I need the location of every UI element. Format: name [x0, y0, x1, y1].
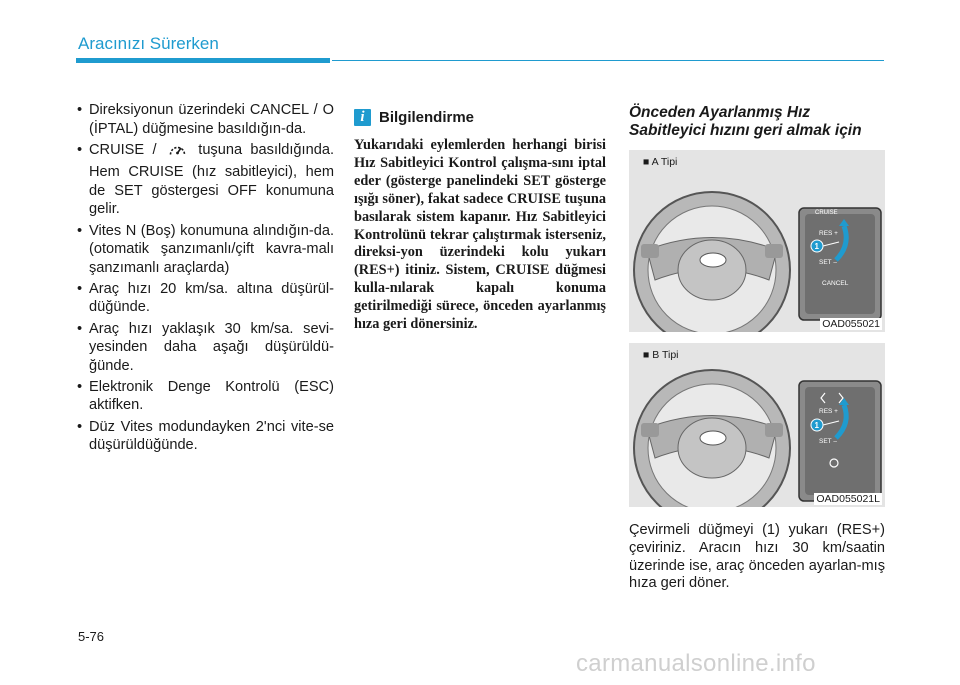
list-item: • Direksiyonun üzerindeki CANCEL / O (İPTAL) düğmesine basıldığın-da. [78, 101, 334, 138]
section-title: Aracınızı Sürerken [78, 34, 219, 53]
header-rule-thick [76, 58, 330, 63]
list-item: • Araç hızı yaklaşık 30 km/sa. sevi-yesinden daha aşağı düşürüldü-ğünde. [78, 320, 334, 376]
info-box [354, 109, 606, 334]
resume-speed-section [629, 104, 885, 140]
figure-b-label: ■ B Tipi [643, 349, 679, 361]
list-item: • Araç hızı 20 km/sa. altına düşürül-düğünde. [78, 280, 334, 317]
list-item: • Düz Vites modundayken 2'nci vite-se düşürüldüğünde. [78, 418, 334, 455]
watermark: carmanualsonline.info [576, 650, 816, 677]
resume-speed-paragraph: Çevirmeli düğmeyi (1) yukarı (RES+) çeviriniz. Aracın hızı 30 km/saatin üzerinde ise, araç önceden ayarlan-mış hıza geri döner. [629, 522, 885, 592]
set-label-b: SET – [819, 438, 837, 445]
info-body: Yukarıdaki eylemlerden herhangi birisi Hız Sabitleyici Kontrol çalışma-sını iptal eder (gösterge panelindeki SET gösterge ışığı söner), fakat sadece CRUISE tuşuna basılarak sistem kapanır. Hız Sabitleyici Kontrolünü tekrar çalıştırmak isterseniz, direksi-yon üzerindeki kolu yukarı (RES+) itiniz. Sistem, CRUISE düğmesi kulla-nılarak kapalı konuma getirilmediği sürece, önceden ayarlanmış hıza geri dönersiniz. [354, 137, 606, 333]
cancel-conditions-column [78, 101, 334, 457]
figure-a-label: ■ A Tipi [643, 156, 678, 168]
cruise-label-a: CRUISE [815, 210, 838, 216]
info-icon: i [354, 109, 371, 126]
set-label-a: SET – [819, 259, 837, 266]
info-title: Bilgilendirme [379, 109, 475, 126]
resume-speed-title: Önceden Ayarlanmış Hız Sabitleyici hızını geri almak için [629, 104, 862, 139]
cancel-label-a: CANCEL [822, 280, 849, 287]
callout-1-b: 1 [814, 421, 819, 430]
res-label-a: RES + [819, 230, 838, 237]
list-item [78, 141, 334, 219]
steering-wheel-b-illustration [629, 343, 885, 507]
res-label-b: RES + [819, 408, 838, 415]
figure-type-b [629, 343, 885, 507]
header-rule-thin [332, 60, 884, 61]
cancel-conditions-list [78, 101, 334, 455]
steering-wheel-a-illustration [629, 150, 885, 332]
figure-type-a [629, 150, 885, 332]
figure-b-code: OAD055021L [816, 493, 880, 505]
info-header [354, 109, 606, 126]
callout-1-a: 1 [814, 242, 819, 251]
list-item: • Elektronik Denge Kontrolü (ESC) aktifken. [78, 378, 334, 415]
cruise-icon [168, 142, 187, 164]
figure-a-code: OAD055021 [822, 318, 880, 330]
cruise-item-after: tuşuna basıldığında. Hem CRUISE (hız sabitleyici), hem de SET göstergesi OFF konumuna gelir. [89, 141, 335, 218]
list-item: • Vites N (Boş) konumuna alındığın-da. (otomatik şanzımanlı/çift kavra-malı şanzımanlı araçlarda) [78, 222, 334, 278]
cruise-item-before: CRUISE / [89, 141, 157, 158]
page-number: 5-76 [78, 629, 105, 644]
